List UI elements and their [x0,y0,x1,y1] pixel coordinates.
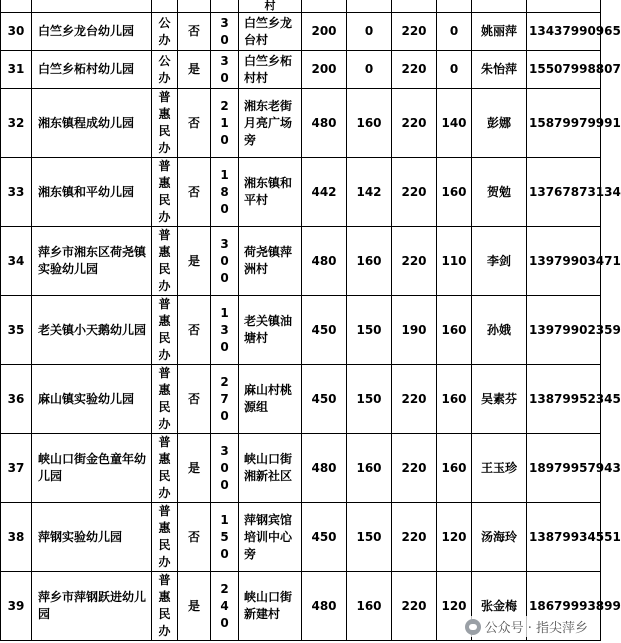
cell-addr: 峡山口街新建村 [239,572,302,641]
cell-flag: 是 [178,51,211,89]
cell-type-text: 普惠民办 [158,366,171,431]
cell-b: 160 [347,227,392,296]
cell-person: 贺勉 [472,158,527,227]
cell-addr: 峡山口街湘新社区 [239,434,302,503]
cell-c1-text: 300 [220,443,229,492]
cell-c1 [211,572,239,641]
cell-type [152,89,178,158]
cell-no: 36 [1,365,32,434]
cell-name: 峡山口街金色童年幼儿园 [32,434,152,503]
cell-addr: 湘东镇和平村 [239,158,302,227]
cell-no: 39 [1,572,32,641]
table-row [1,227,601,296]
cell-name: 萍乡市萍钢跃进幼儿园 [32,572,152,641]
cell-c: 220 [392,572,437,641]
cell-person: 彭娜 [472,89,527,158]
cell-b: 150 [347,503,392,572]
cell-person: 汤海玲 [472,503,527,572]
cell-no: 38 [1,503,32,572]
cell-c: 220 [392,51,437,89]
table-row [1,89,601,158]
cell-name: 萍乡市湘东区荷尧镇实验幼儿园 [32,227,152,296]
cell-name: 湘东镇和平幼儿园 [32,158,152,227]
cell-type [152,434,178,503]
cell-person: 姚丽萍 [472,13,527,51]
cell-type [152,572,178,641]
cell-c1-text: 240 [220,581,229,630]
cell-type [152,51,178,89]
cell-type-text: 普惠民办 [158,159,171,224]
cell-c1 [211,434,239,503]
cell-addr: 荷尧镇萍洲村 [239,227,302,296]
cell-type-text: 普惠民办 [158,228,171,293]
cell-flag: 否 [178,296,211,365]
cell-d: 160 [437,365,472,434]
cell-no: 34 [1,227,32,296]
cell-c1-text: 30 [220,15,229,47]
cell-type [152,365,178,434]
cell-a: 480 [302,227,347,296]
table-row [1,365,601,434]
cell-c: 220 [392,13,437,51]
cell-d: 160 [437,296,472,365]
cell-b: 0 [347,51,392,89]
cell-person: 吴素芬 [472,365,527,434]
cell-c1-text: 270 [220,374,229,423]
table-row [1,51,601,89]
cell-c1 [211,89,239,158]
cell-type-text: 普惠民办 [158,90,171,155]
cell-name: 白竺乡柘村幼儿园 [32,51,152,89]
cell-no: 33 [1,158,32,227]
cell-a: 450 [302,503,347,572]
cell-addr: 老关镇油塘村 [239,296,302,365]
cell-c1 [211,13,239,51]
cell-addr: 萍钢宾馆培训中心旁 [239,503,302,572]
cell-a: 480 [302,572,347,641]
cell-d: 160 [437,434,472,503]
cell-person: 孙娥 [472,296,527,365]
cell-no: 37 [1,434,32,503]
cell-c: 190 [392,296,437,365]
cell-type [152,158,178,227]
cell-a: 200 [302,51,347,89]
cell-b: 0 [347,13,392,51]
cell-b: 160 [347,572,392,641]
cell-name: 湘东镇程成幼儿园 [32,89,152,158]
cell-c: 220 [392,434,437,503]
cell-flag: 否 [178,89,211,158]
cell-c: 220 [392,158,437,227]
cell-type-text: 公办 [158,53,171,85]
cell-person: 张金梅 [472,572,527,641]
cell-a: 450 [302,296,347,365]
cell-b: 160 [347,434,392,503]
cell-d: 120 [437,572,472,641]
table-row [1,296,601,365]
cell-person: 朱怡萍 [472,51,527,89]
cell-type-text: 普惠民办 [158,504,171,569]
cell-a: 450 [302,365,347,434]
cell-person: 李剑 [472,227,527,296]
cell-addr: 白竺乡柘村村 [239,51,302,89]
cell-d: 160 [437,158,472,227]
cell-b: 150 [347,365,392,434]
cell-d: 110 [437,227,472,296]
cell-addr: 麻山村桃源组 [239,365,302,434]
cell-flag: 是 [178,227,211,296]
cell-flag: 是 [178,572,211,641]
cell-no: 32 [1,89,32,158]
cell-c1-text: 130 [220,305,229,354]
cell-name: 老关镇小天鹅幼儿园 [32,296,152,365]
cell-no: 30 [1,13,32,51]
top-fragment-row [1,0,601,13]
cell-phone: 13767873134 [527,158,601,227]
cell-d: 0 [437,13,472,51]
cell-c: 220 [392,365,437,434]
cell-b: 150 [347,296,392,365]
cell-phone: 18679993899 [527,572,601,641]
cell-type-text: 普惠民办 [158,435,171,500]
cell-flag: 否 [178,13,211,51]
cell-type-text: 普惠民办 [158,297,171,362]
cell-addr: 白竺乡龙台村 [239,13,302,51]
cell-name: 白竺乡龙台幼儿园 [32,13,152,51]
cell-d: 0 [437,51,472,89]
cell-addr: 湘东老街月亮广场旁 [239,89,302,158]
cell-type [152,13,178,51]
cell-person: 王玉珍 [472,434,527,503]
cell-c1 [211,51,239,89]
table-row [1,13,601,51]
cell-no: 31 [1,51,32,89]
cell-a: 442 [302,158,347,227]
cell-c1-text: 150 [220,512,229,561]
cell-d: 120 [437,503,472,572]
cell-c1 [211,296,239,365]
cell-flag: 否 [178,365,211,434]
cell-c1-text: 300 [220,236,229,285]
cell-name: 麻山镇实验幼儿园 [32,365,152,434]
cell-c: 220 [392,89,437,158]
cell-phone: 13979903471 [527,227,601,296]
cell-phone: 13879934551 [527,503,601,572]
watermark [461,616,592,637]
cell-b: 142 [347,158,392,227]
cell-c: 220 [392,503,437,572]
cell-phone: 13879952345 [527,365,601,434]
cell-a: 480 [302,434,347,503]
cell-a: 200 [302,13,347,51]
cell-b: 160 [347,89,392,158]
table-row [1,503,601,572]
cell-phone: 15507998807 [527,51,601,89]
cell-c1 [211,158,239,227]
watermark-text: 公众号 · 指尖萍乡 [484,621,588,636]
table-row [1,434,601,503]
cell-name: 萍钢实验幼儿园 [32,503,152,572]
cell-type-text: 普惠民办 [158,573,171,638]
cell-type-text: 公办 [158,15,171,47]
top-fragment-text: 村 [239,0,302,13]
cell-c1-text: 210 [220,98,229,147]
cell-no: 35 [1,296,32,365]
table-row [1,158,601,227]
cell-phone: 18979957943 [527,434,601,503]
cell-type [152,227,178,296]
cell-c1-text: 180 [220,167,229,216]
cell-flag: 否 [178,503,211,572]
cell-c1 [211,365,239,434]
cell-phone: 15879979991 [527,89,601,158]
cell-c1 [211,227,239,296]
cell-c1-text: 30 [220,53,229,85]
cell-c: 220 [392,227,437,296]
cell-phone: 13437990965 [527,13,601,51]
cell-a: 480 [302,89,347,158]
cell-phone: 13979902359 [527,296,601,365]
cell-type [152,503,178,572]
cell-c1 [211,503,239,572]
cell-flag: 是 [178,434,211,503]
wechat-icon [465,619,481,635]
cell-type [152,296,178,365]
cell-d: 140 [437,89,472,158]
cell-flag: 否 [178,158,211,227]
